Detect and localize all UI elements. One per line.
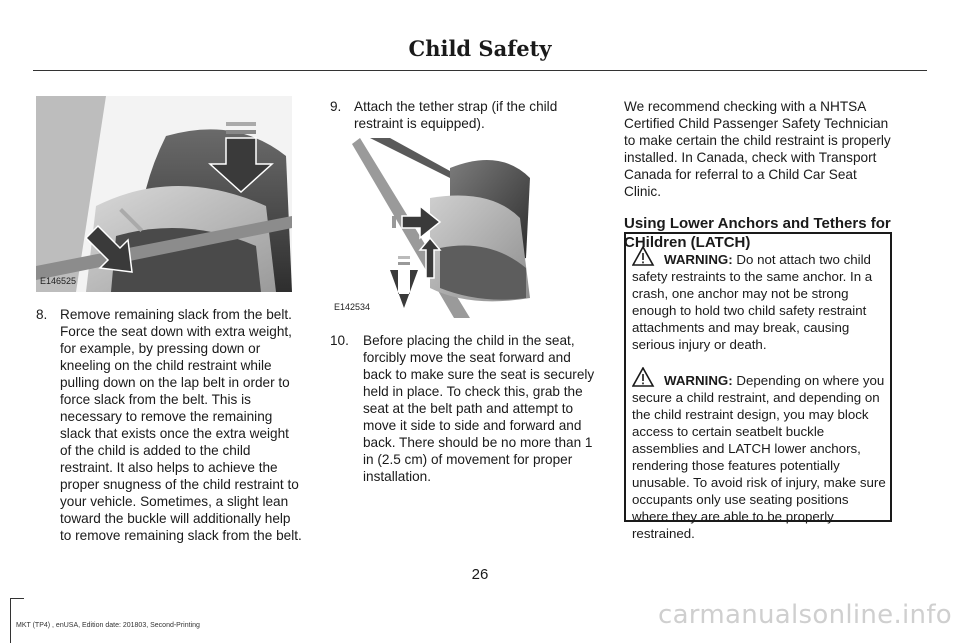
left-column [36,96,304,544]
step-text: Before placing the child in the seat, forcibly move the seat forward and back to make sure the seat is securely held in place. To check this, grab the seat at the belt path and attempt to move it side to side and forward and back. There should be no more than 1 in (2.5 cm) of movement for proper installation. [363,333,595,484]
section-heading: Using Lower Anchors and Tethers for CHildren (LATCH) [624,215,891,251]
step-number: 9. [330,99,342,114]
crop-mark [10,598,11,643]
warning-text: Depending on where you secure a child restraint, and depending on the child restraint design, you may block access to certain seatbelt buckle assemblies and LATCH lower anchors, rendering those features potentially unusable. To avoid risk of injury, make sure occupants only use seating positions where they are able to be properly restrained. [632,373,886,541]
figure-id: E146525 [40,276,77,286]
watermark: carmanualsonline.info [657,600,952,630]
warning-label: WARNING: [664,252,733,267]
step-text: Remove remaining slack from the belt. Force the seat down with extra weight, for example, by pressing down or kneeling on the child restraint while pulling down on the lap belt in order to force slack from the belt. This is necessary to remove the remaining slack that exists once the extra weight of the child is added to the child restraint. It also helps to achieve the proper snugness of the child restraint to your vehicle. Sometimes, a slight lean toward the buckle will additionally help to remove remaining slack from the belt. [60,307,302,543]
page-header-title: Child Safety [408,36,552,61]
step-text: Attach the tether strap (if the child restraint is equipped). [354,99,558,131]
list-item-step-8 [36,306,304,544]
header-rule [33,70,927,71]
warning-1 [632,246,886,353]
warning-triangle-icon [632,246,664,266]
page-number: 26 [471,566,489,583]
figure-id: E142534 [334,302,371,312]
figure-belt-slack [36,96,292,292]
crop-mark [10,598,24,599]
right-column [624,98,896,252]
edition-footer: MKT (TP4) , enUSA, Edition date: 201803, Second-Printing [16,622,200,629]
list-item-step-10 [330,332,600,485]
warning-2 [632,367,886,542]
seat-belt-illustration [36,96,292,292]
figure-tether-strap [330,138,586,318]
warning-label: WARNING: [664,373,733,388]
step-number: 8. [36,307,48,322]
tether-illustration [330,138,586,318]
list-item-step-9 [330,98,600,132]
step-number: 10. [330,333,349,348]
middle-column [330,98,600,485]
warning-text: Do not attach two child safety restraints to the same anchor. In a crash, one anchor may not be strong enough to hold two child safety restraint attachments and may break, causing serious injury or death. [632,252,873,352]
intro-paragraph: We recommend checking with a NHTSA Certified Child Passenger Safety Technician to make certain the child restraint is properly installed. In Canada, check with Transport Canada for referral to a Child Car Seat Clinic. [624,99,891,199]
warning-triangle-icon [632,367,664,387]
warning-box [624,232,892,541]
